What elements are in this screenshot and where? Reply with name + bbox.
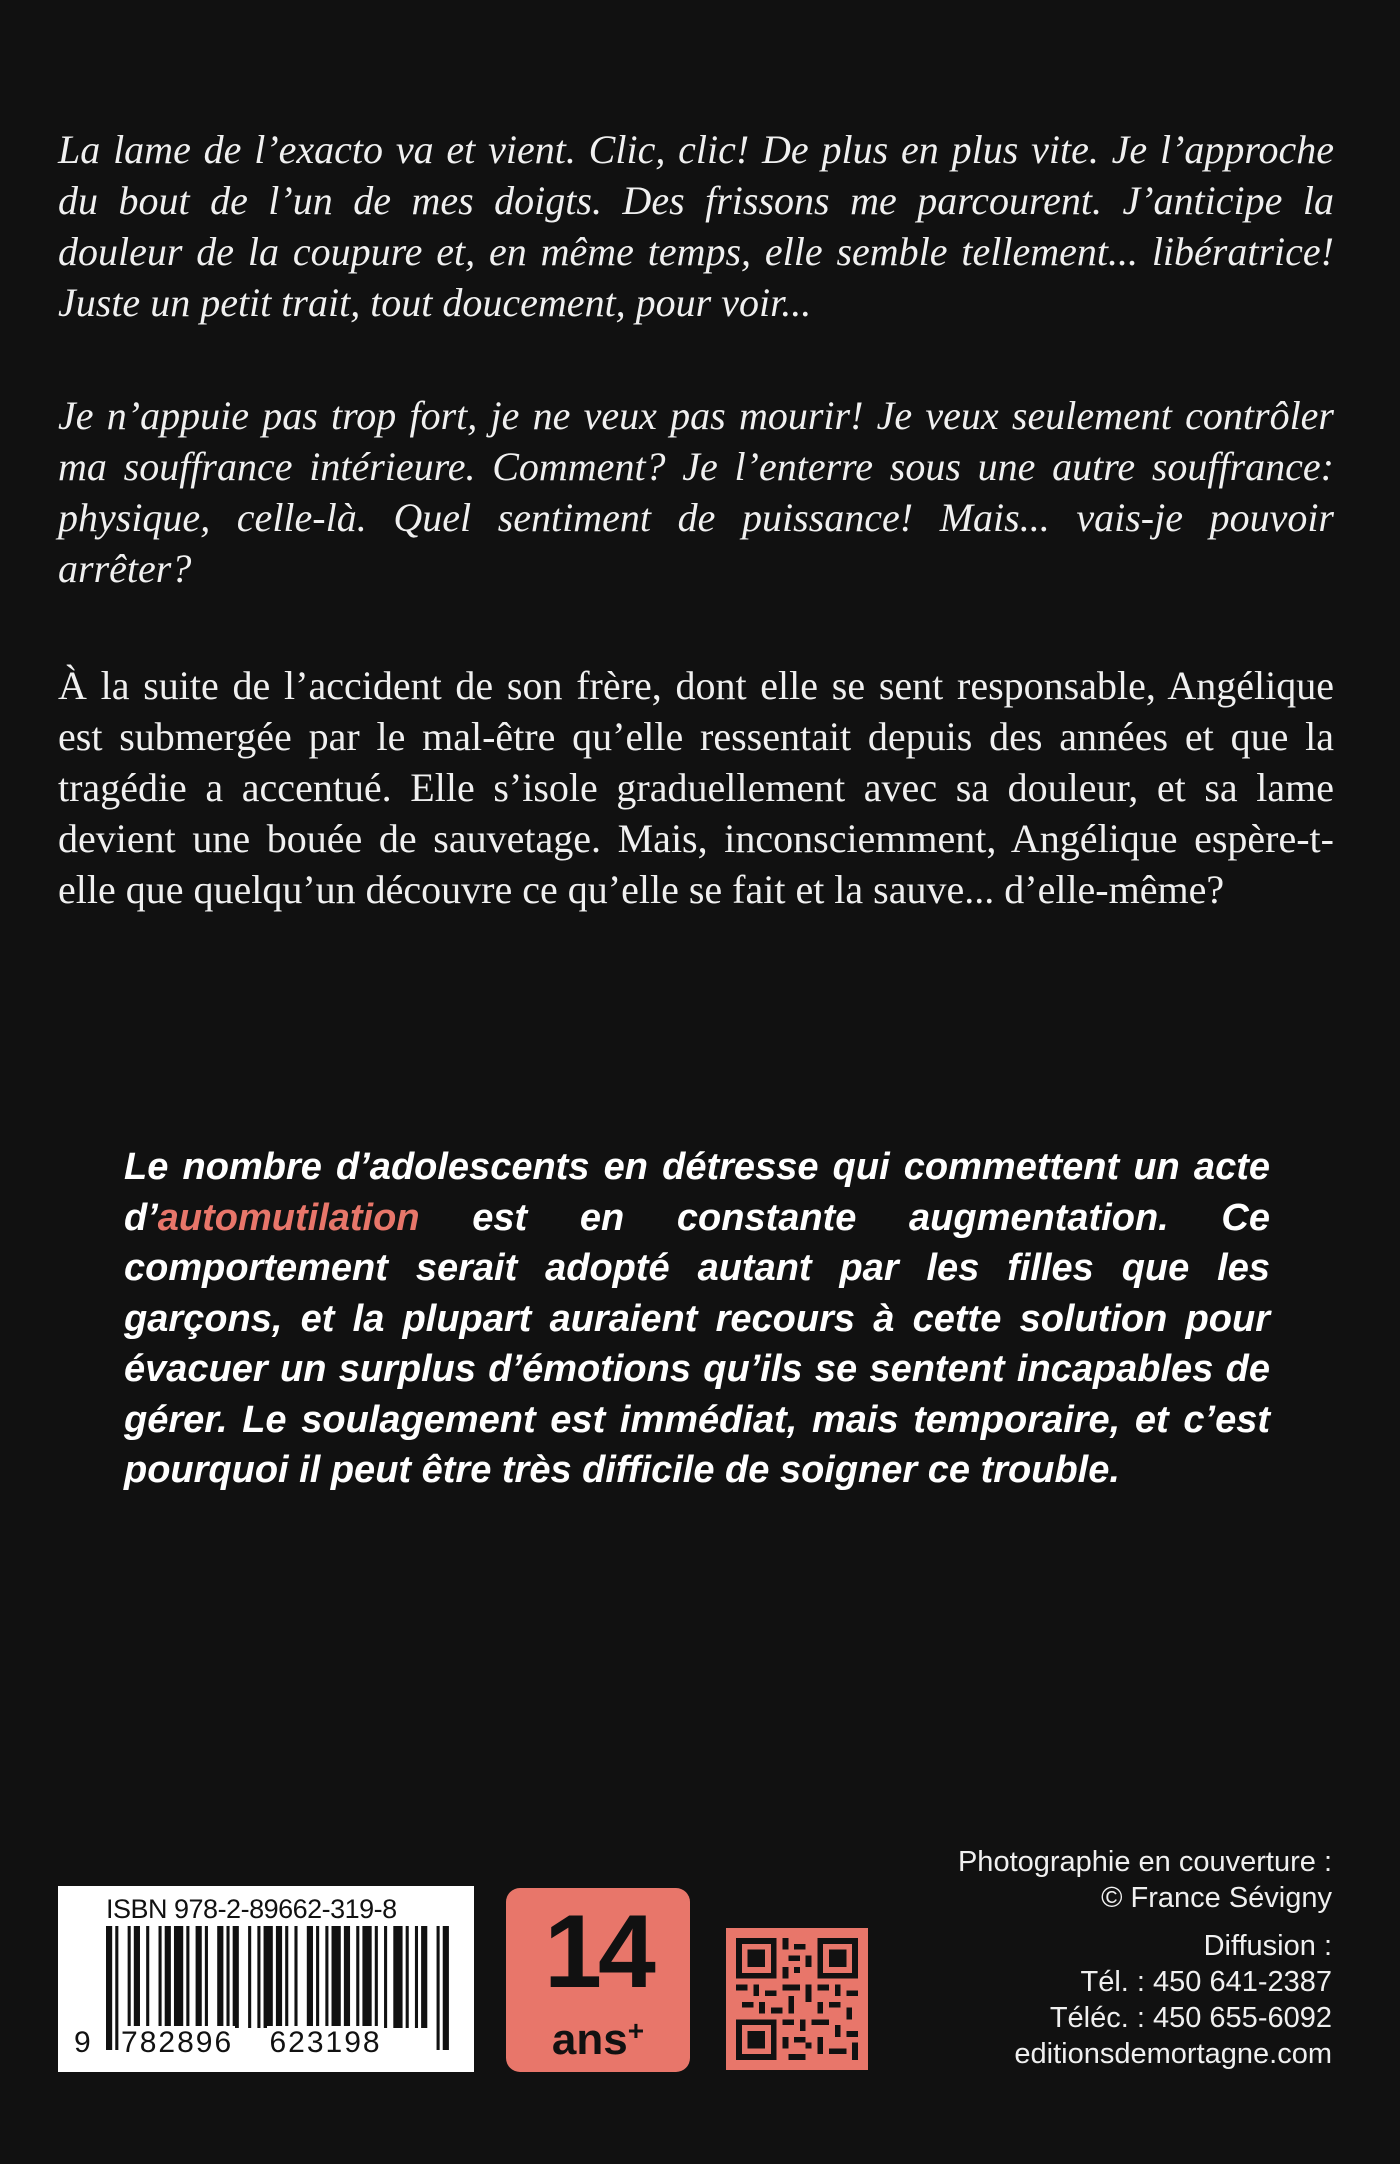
distribution-phone: Tél. : 450 641-2387 xyxy=(1080,1966,1332,1998)
qr-code-icon xyxy=(726,1928,868,2070)
distribution-fax: Téléc. : 450 655-6092 xyxy=(1049,2002,1332,2034)
highlight-statement xyxy=(124,1142,1270,1496)
publisher-credits xyxy=(872,1844,1332,2072)
barcode-digit-lead: 9 xyxy=(74,2026,93,2059)
highlight-text-before: Le nombre d’adolescents en détresse qui commettent un acte d’ xyxy=(124,1146,1270,1239)
distribution-label: Diffusion : xyxy=(1203,1930,1332,1962)
age-rating-plus: + xyxy=(627,2015,645,2046)
qr-code-pattern xyxy=(736,1938,858,2060)
summary-paragraph: À la suite de l’accident de son frère, dont elle se sent responsable, Angélique est submergée par le mal-être qu’elle ressentait depuis des années et que la tragédie a accentué. Elle s’isole graduellement avec sa douleur, et sa lame devient une bouée de sauvetage. Mais, inconsciemment, Angélique espère-t-elle que quelqu’un découvre ce qu’elle se fait et la sauve... d’elle-même? xyxy=(58,663,1334,912)
excerpt-paragraph-1: La lame de l’exacto va et vient. Clic, clic! De plus en plus vite. Je l’approche du bout de l’un de mes doigts. Des frissons me parcourent. J’anticipe la douleur de la coupure et, en même temps, elle semble tellement... libératrice! Juste un petit trait, tout doucement, pour voir... xyxy=(58,127,1334,325)
barcode-digits xyxy=(72,2026,384,2060)
barcode-digits-group-1: 782896 xyxy=(121,2026,234,2059)
highlight-accent-word: automutilation xyxy=(157,1196,420,1239)
photo-credit-name: © France Sévigny xyxy=(1101,1882,1332,1914)
age-rating-unit xyxy=(506,2006,690,2065)
excerpt-paragraph-2: Je n’appuie pas trop fort, je ne veux pas mourir! Je veux seulement contrôler ma souffrance intérieure. Comment? Je l’enterre sous une autre souffrance: physique, celle-là. Quel sentiment de puissance! Mais... vais-je pouvoir arrêter? xyxy=(58,393,1334,591)
barcode-digits-group-2: 623198 xyxy=(269,2026,382,2059)
isbn-barcode xyxy=(58,1886,474,2072)
publisher-website: editionsdemortagne.com xyxy=(1014,2038,1332,2070)
age-rating-unit-text: ans xyxy=(551,2015,628,2064)
isbn-label: ISBN 978-2-89662-319-8 xyxy=(106,1894,397,1924)
age-rating-number: 14 xyxy=(544,1894,652,2010)
highlight-text-after: est en constante augmentation. Ce comportement serait adopté autant par les filles que les garçons, et la plupart auraient recours à cette solution pour évacuer un surplus d’émotions qu’ils se sentent incapables de gérer. Le soulagement est immédiat, mais temporaire, et c’est pourquoi il peut être très difficile de soigner ce trouble. xyxy=(124,1196,1270,1491)
photo-credit-label: Photographie en couverture : xyxy=(957,1846,1332,1878)
age-rating-badge xyxy=(506,1888,690,2072)
